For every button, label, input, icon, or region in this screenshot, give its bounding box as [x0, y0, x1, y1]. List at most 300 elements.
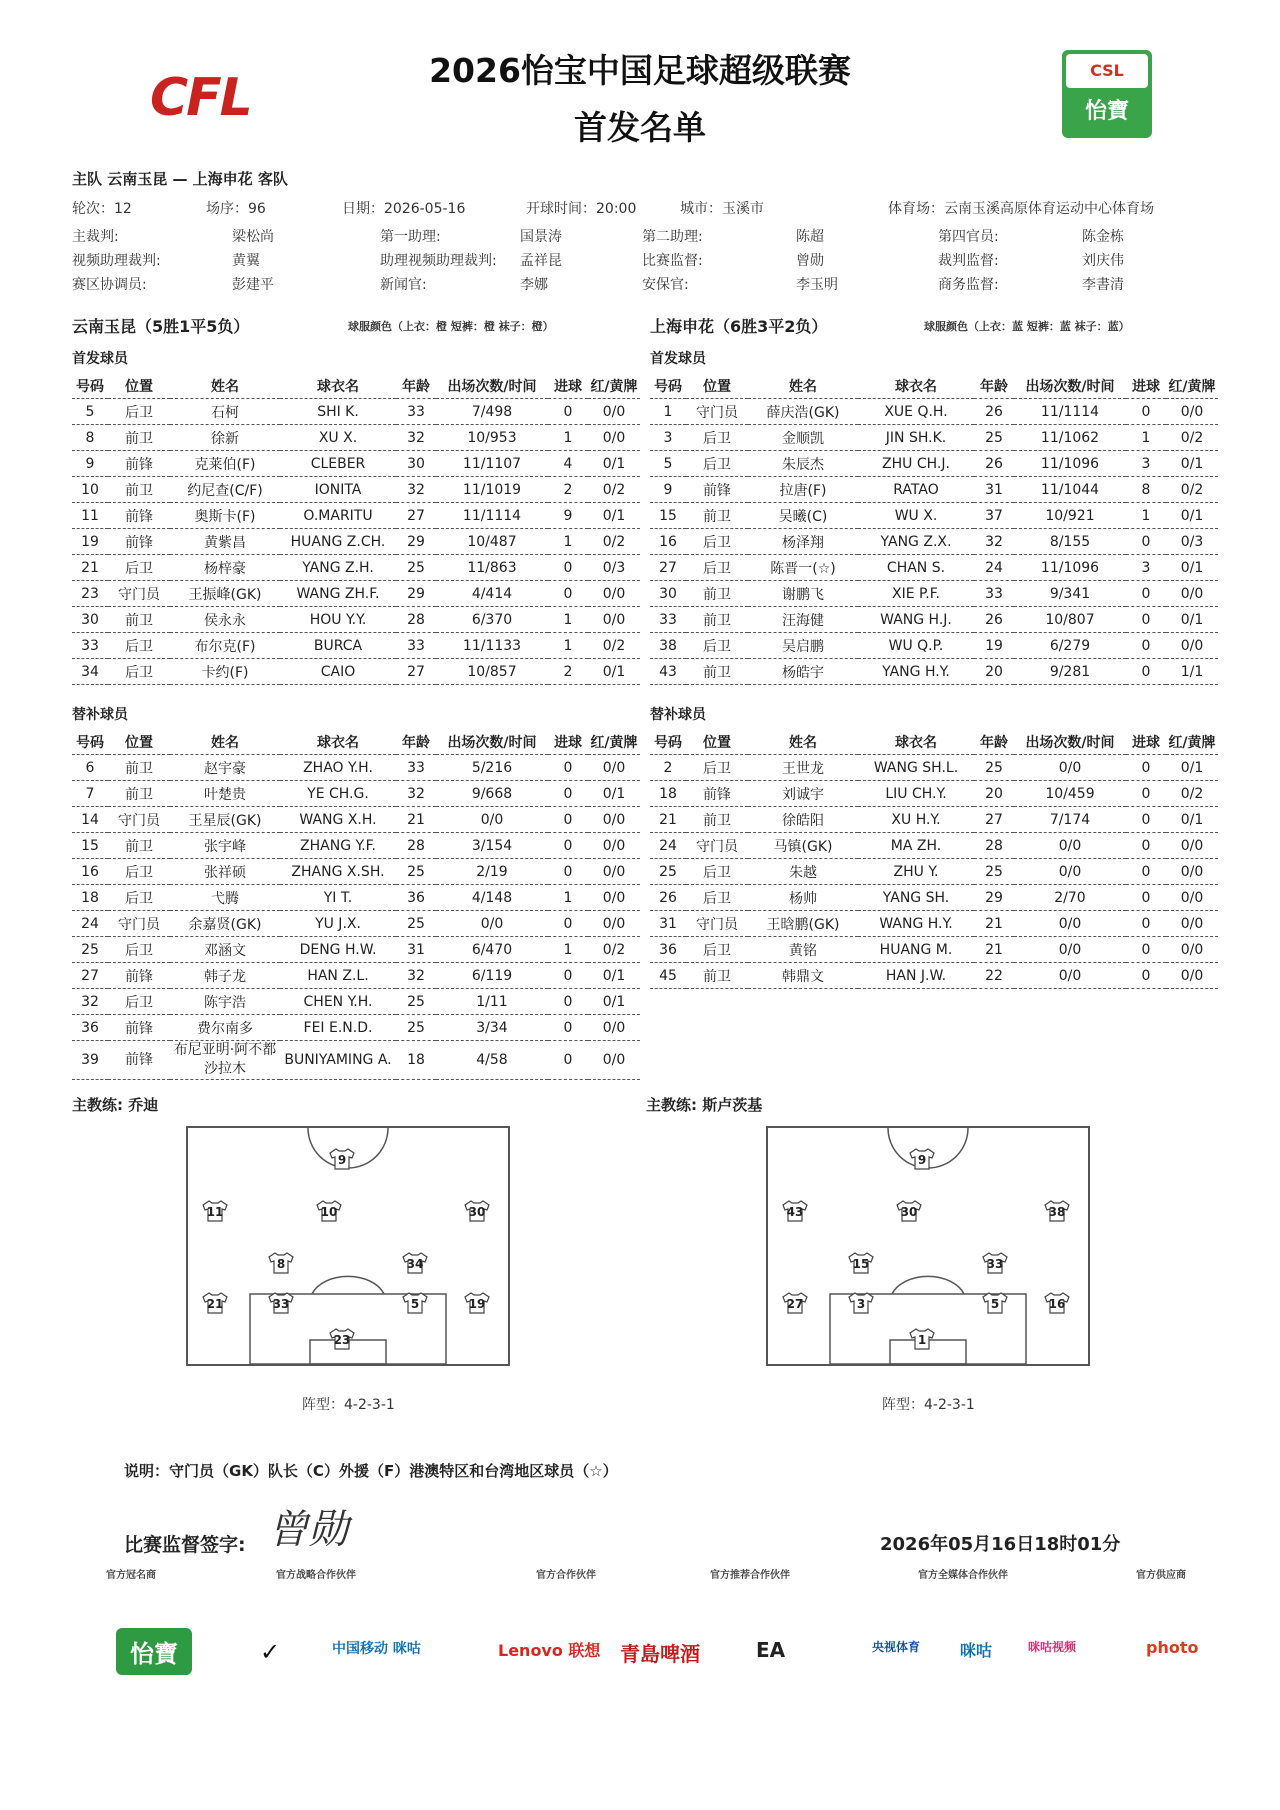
column-header: 号码	[650, 374, 686, 399]
table-header-row	[72, 374, 640, 399]
table-cell: 0/1	[588, 451, 640, 477]
table-cell: YANG H.Y.	[858, 659, 974, 685]
table-cell: 29	[396, 529, 436, 555]
table-cell: 谢鹏飞	[748, 581, 858, 607]
player-shirt-icon	[982, 1292, 1008, 1314]
sponsor-logo: photo	[1146, 1638, 1199, 1657]
table-cell: 弋腾	[170, 885, 280, 911]
table-cell: 约尼查(C/F)	[170, 477, 280, 503]
table-cell: 薛庆浩(GK)	[748, 399, 858, 425]
table-cell: 2	[548, 659, 588, 685]
table-cell: 吴曦(C)	[748, 503, 858, 529]
table-row	[650, 885, 1218, 911]
table-cell: 25	[974, 859, 1014, 885]
table-cell: 5	[650, 451, 686, 477]
table-row	[72, 633, 640, 659]
player-shirt-number: 5	[410, 1297, 420, 1311]
table-cell: 朱越	[748, 859, 858, 885]
table-cell: 0	[548, 989, 588, 1015]
table-row	[72, 963, 640, 989]
column-header: 红/黄牌	[1166, 730, 1218, 755]
official-role: 第二助理:	[642, 229, 703, 245]
column-header: 位置	[686, 730, 748, 755]
table-cell: 4/148	[436, 885, 548, 911]
column-header: 进球	[1126, 374, 1166, 399]
match-date: 日期：2026-05-16	[342, 201, 466, 217]
table-cell: CLEBER	[280, 451, 396, 477]
table-cell: YE CH.G.	[280, 781, 396, 807]
table-cell: 费尔南多	[170, 1015, 280, 1041]
table-cell: 0	[548, 581, 588, 607]
table-cell: 前卫	[108, 477, 170, 503]
table-cell: 21	[72, 555, 108, 581]
table-cell: 张祥硕	[170, 859, 280, 885]
table-cell: 0	[548, 911, 588, 937]
column-header: 号码	[650, 730, 686, 755]
player-shirt-icon	[268, 1252, 294, 1274]
official-role: 助理视频助理裁判:	[380, 253, 497, 269]
table-cell: 0/2	[1166, 781, 1218, 807]
home-subs-table	[72, 730, 640, 1080]
table-row	[72, 581, 640, 607]
table-cell: 0	[1126, 529, 1166, 555]
table-cell: 0/0	[1014, 859, 1126, 885]
player-shirt-icon	[1044, 1292, 1070, 1314]
table-cell: 奥斯卡(F)	[170, 503, 280, 529]
table-cell: 11/1019	[436, 477, 548, 503]
table-cell: 前卫	[686, 503, 748, 529]
table-cell: 王星辰(GK)	[170, 807, 280, 833]
table-cell: 7/498	[436, 399, 548, 425]
player-shirt-number: 10	[320, 1205, 338, 1219]
column-header: 位置	[108, 374, 170, 399]
table-cell: 24	[72, 911, 108, 937]
table-cell: 3/154	[436, 833, 548, 859]
table-cell: 马镇(GK)	[748, 833, 858, 859]
player-shirt-icon	[402, 1292, 428, 1314]
table-cell: 守门员	[108, 911, 170, 937]
table-cell: XU X.	[280, 425, 396, 451]
table-cell: 5/216	[436, 755, 548, 781]
table-cell: 30	[650, 581, 686, 607]
table-cell: YI T.	[280, 885, 396, 911]
table-cell: 18	[396, 1041, 436, 1080]
table-cell: 黄紫昌	[170, 529, 280, 555]
table-cell: 0/1	[588, 989, 640, 1015]
home-kit-colors: 球服颜色（上衣：橙 短裤：橙 袜子：橙）	[348, 320, 554, 333]
table-cell: 32	[974, 529, 1014, 555]
official-role: 第一助理:	[380, 229, 441, 245]
table-cell: 25	[396, 989, 436, 1015]
table-cell: 0/1	[1166, 555, 1218, 581]
column-header: 进球	[548, 374, 588, 399]
table-cell: 0/0	[1166, 399, 1218, 425]
player-shirt-number: 19	[468, 1297, 486, 1311]
sponsor-logo: Lenovo 联想	[498, 1641, 601, 1660]
table-cell: 33	[396, 633, 436, 659]
official-name: 梁松尚	[232, 229, 274, 245]
venue: 体育场：云南玉溪高原体育运动中心体育场	[888, 201, 1154, 217]
sponsor-logo: 央视体育	[872, 1640, 921, 1654]
table-cell: 30	[72, 607, 108, 633]
table-cell: 克莱伯(F)	[170, 451, 280, 477]
table-cell: 后卫	[108, 555, 170, 581]
official-role: 商务监督:	[938, 277, 999, 293]
table-cell: 1	[548, 529, 588, 555]
table-cell: 0/0	[1166, 963, 1218, 989]
table-cell: 守门员	[108, 581, 170, 607]
table-cell: 3	[1126, 555, 1166, 581]
table-cell: 0	[1126, 963, 1166, 989]
table-cell: 36	[396, 885, 436, 911]
csl-logo-top: CSL	[1066, 54, 1148, 88]
table-cell: 16	[650, 529, 686, 555]
table-cell: FEI E.N.D.	[280, 1015, 396, 1041]
table-cell: 1	[548, 937, 588, 963]
table-cell: 1/11	[436, 989, 548, 1015]
player-shirt-number: 9	[917, 1153, 927, 1167]
table-row	[650, 503, 1218, 529]
column-header: 年龄	[396, 374, 436, 399]
table-cell: 11/1096	[1014, 451, 1126, 477]
table-cell: WANG H.Y.	[858, 911, 974, 937]
table-cell: 前卫	[686, 659, 748, 685]
column-header: 进球	[548, 730, 588, 755]
table-row	[72, 555, 640, 581]
table-cell: 0	[1126, 633, 1166, 659]
table-row	[650, 937, 1218, 963]
table-cell: LIU CH.Y.	[858, 781, 974, 807]
player-shirt-icon	[848, 1292, 874, 1314]
table-cell: 0/0	[1166, 911, 1218, 937]
table-cell: 2/19	[436, 859, 548, 885]
table-cell: 布尔克(F)	[170, 633, 280, 659]
table-cell: 黄铭	[748, 937, 858, 963]
table-cell: 5	[72, 399, 108, 425]
table-cell: 后卫	[686, 529, 748, 555]
player-shirt-icon	[782, 1200, 808, 1222]
table-cell: 0/0	[1014, 937, 1126, 963]
home-starters-label: 首发球员	[72, 351, 128, 367]
player-shirt-icon	[329, 1328, 355, 1350]
table-row	[650, 581, 1218, 607]
player-shirt-icon	[848, 1252, 874, 1274]
table-cell: 0/1	[1166, 607, 1218, 633]
player-shirt-number: 11	[206, 1205, 224, 1219]
player-shirt-number: 5	[990, 1297, 1000, 1311]
table-cell: 25	[974, 755, 1014, 781]
player-shirt-icon	[268, 1292, 294, 1314]
table-cell: 前锋	[108, 963, 170, 989]
player-shirt-number: 30	[468, 1205, 486, 1219]
cfl-logo: CFL	[150, 68, 251, 128]
table-cell: 韩子龙	[170, 963, 280, 989]
table-cell: 32	[396, 425, 436, 451]
table-cell: 0/0	[436, 911, 548, 937]
column-header: 号码	[72, 730, 108, 755]
away-coach: 主教练: 斯卢茨基	[646, 1096, 763, 1114]
table-cell: 0	[1126, 607, 1166, 633]
table-cell: 15	[650, 503, 686, 529]
table-cell: ZHANG X.SH.	[280, 859, 396, 885]
table-header-row	[650, 374, 1218, 399]
table-cell: 11/1096	[1014, 555, 1126, 581]
table-cell: 杨皓宇	[748, 659, 858, 685]
table-cell: 卡约(F)	[170, 659, 280, 685]
table-cell: 1	[650, 399, 686, 425]
table-cell: 0/1	[1166, 503, 1218, 529]
table-cell: YANG Z.H.	[280, 555, 396, 581]
table-cell: 4/58	[436, 1041, 548, 1080]
table-cell: 0	[1126, 807, 1166, 833]
official-role: 安保官:	[642, 277, 689, 293]
table-cell: 邓涵文	[170, 937, 280, 963]
table-cell: 王振峰(GK)	[170, 581, 280, 607]
table-cell: 15	[72, 833, 108, 859]
table-cell: 22	[974, 963, 1014, 989]
table-cell: 前卫	[108, 833, 170, 859]
sponsor-logos	[110, 1624, 1230, 1684]
table-cell: 陈晋一(☆)	[748, 555, 858, 581]
match-number: 场序：96	[206, 201, 266, 217]
table-cell: 7	[72, 781, 108, 807]
table-cell: 10/487	[436, 529, 548, 555]
table-cell: 21	[974, 911, 1014, 937]
player-shirt-number: 30	[900, 1205, 918, 1219]
table-cell: 1	[548, 885, 588, 911]
player-shirt-number: 34	[406, 1257, 424, 1271]
table-cell: 30	[396, 451, 436, 477]
table-row	[650, 659, 1218, 685]
player-shirt-number: 43	[786, 1205, 804, 1219]
table-cell: 33	[396, 755, 436, 781]
table-cell: 1	[548, 633, 588, 659]
table-cell: 26	[974, 399, 1014, 425]
official-name: 陈超	[796, 229, 824, 245]
table-cell: 27	[396, 503, 436, 529]
table-cell: ZHANG Y.F.	[280, 833, 396, 859]
table-cell: 34	[72, 659, 108, 685]
table-cell: 11/1044	[1014, 477, 1126, 503]
official-role: 视频助理裁判:	[72, 253, 161, 269]
match-line: 主队 云南玉昆 — 上海申花 客队	[72, 170, 288, 188]
table-row	[72, 451, 640, 477]
table-cell: ZHAO Y.H.	[280, 755, 396, 781]
column-header: 球衣名	[858, 730, 974, 755]
sponsor-logo: 中国移动 咪咕	[332, 1641, 421, 1657]
table-cell: 0	[1126, 755, 1166, 781]
table-cell: 3/34	[436, 1015, 548, 1041]
sponsor-category-label: 官方战略合作伙伴	[276, 1570, 356, 1581]
table-row	[72, 937, 640, 963]
table-cell: 朱辰杰	[748, 451, 858, 477]
table-cell: 守门员	[686, 399, 748, 425]
player-shirt-number: 21	[206, 1297, 224, 1311]
sponsor-category-label: 官方推荐合作伙伴	[710, 1570, 790, 1581]
table-cell: HOU Y.Y.	[280, 607, 396, 633]
table-cell: 徐皓阳	[748, 807, 858, 833]
table-cell: 0	[548, 833, 588, 859]
table-cell: 19	[72, 529, 108, 555]
table-cell: 0/2	[588, 937, 640, 963]
sponsor-category-label: 官方供应商	[1136, 1570, 1186, 1581]
table-cell: 27	[396, 659, 436, 685]
table-row	[650, 425, 1218, 451]
table-cell: 9	[548, 503, 588, 529]
table-cell: 25	[396, 911, 436, 937]
player-shirt-icon	[1044, 1200, 1070, 1222]
table-cell: ZHU Y.	[858, 859, 974, 885]
round: 轮次：12	[72, 201, 132, 217]
official-role: 赛区协调员:	[72, 277, 147, 293]
away-subs-table	[650, 730, 1218, 989]
table-cell: 25	[650, 859, 686, 885]
table-cell: 9	[72, 451, 108, 477]
table-cell: 27	[974, 807, 1014, 833]
table-cell: 2/70	[1014, 885, 1126, 911]
table-cell: 0/0	[588, 607, 640, 633]
table-cell: 10/857	[436, 659, 548, 685]
table-cell: 36	[650, 937, 686, 963]
table-cell: 1	[1126, 425, 1166, 451]
table-cell: 6/279	[1014, 633, 1126, 659]
column-header: 出场次数/时间	[1014, 730, 1126, 755]
table-cell: 28	[396, 833, 436, 859]
table-cell: 11/1114	[1014, 399, 1126, 425]
table-row	[72, 425, 640, 451]
player-shirt-icon	[329, 1148, 355, 1170]
player-shirt-icon	[464, 1292, 490, 1314]
official-role: 新闻官:	[380, 277, 427, 293]
table-cell: 前锋	[108, 529, 170, 555]
table-cell: WANG H.J.	[858, 607, 974, 633]
table-cell: XU H.Y.	[858, 807, 974, 833]
table-cell: 拉唐(F)	[748, 477, 858, 503]
table-cell: YANG SH.	[858, 885, 974, 911]
column-header: 红/黄牌	[588, 374, 640, 399]
table-cell: 刘诚宇	[748, 781, 858, 807]
table-cell: 26	[974, 607, 1014, 633]
table-cell: YU J.X.	[280, 911, 396, 937]
table-cell: 33	[396, 399, 436, 425]
table-cell: 25	[974, 425, 1014, 451]
table-cell: 7/174	[1014, 807, 1126, 833]
table-cell: 24	[974, 555, 1014, 581]
table-row	[650, 529, 1218, 555]
table-cell: 9/341	[1014, 581, 1126, 607]
sponsor-category-label: 官方合作伙伴	[536, 1570, 596, 1581]
table-row	[650, 399, 1218, 425]
table-cell: 前锋	[108, 503, 170, 529]
official-name: 李娜	[520, 277, 548, 293]
table-cell: 0	[548, 963, 588, 989]
table-cell: 0/1	[588, 503, 640, 529]
table-cell: 0	[548, 755, 588, 781]
table-cell: 守门员	[108, 807, 170, 833]
table-cell: JIN SH.K.	[858, 425, 974, 451]
table-cell: 27	[72, 963, 108, 989]
table-row	[650, 607, 1218, 633]
table-cell: 后卫	[686, 755, 748, 781]
table-cell: 20	[974, 781, 1014, 807]
table-cell: 1	[1126, 503, 1166, 529]
table-cell: 前卫	[108, 781, 170, 807]
player-shirt-icon	[909, 1328, 935, 1350]
table-cell: 0/1	[588, 963, 640, 989]
column-header: 出场次数/时间	[436, 730, 548, 755]
table-cell: 0	[1126, 781, 1166, 807]
table-cell: WANG ZH.F.	[280, 581, 396, 607]
column-header: 球衣名	[280, 730, 396, 755]
away-starters-label: 首发球员	[650, 351, 706, 367]
table-cell: 守门员	[686, 911, 748, 937]
table-cell: 0/0	[1014, 911, 1126, 937]
table-cell: 0/2	[588, 633, 640, 659]
table-row	[72, 989, 640, 1015]
column-header: 姓名	[748, 730, 858, 755]
table-cell: 0/3	[588, 555, 640, 581]
table-cell: 0/0	[588, 425, 640, 451]
table-cell: 0	[1126, 399, 1166, 425]
table-cell: RATAO	[858, 477, 974, 503]
table-row	[72, 781, 640, 807]
official-role: 主裁判:	[72, 229, 119, 245]
table-row	[650, 633, 1218, 659]
table-cell: 10/921	[1014, 503, 1126, 529]
table-cell: 11	[72, 503, 108, 529]
table-cell: 0	[548, 399, 588, 425]
table-cell: 0	[548, 807, 588, 833]
column-header: 球衣名	[280, 374, 396, 399]
table-cell: 后卫	[686, 885, 748, 911]
table-cell: 2	[650, 755, 686, 781]
table-row	[650, 781, 1218, 807]
table-cell: CHEN Y.H.	[280, 989, 396, 1015]
official-name: 黄翼	[232, 253, 260, 269]
table-cell: 后卫	[686, 859, 748, 885]
table-cell: WU Q.P.	[858, 633, 974, 659]
table-cell: 6/370	[436, 607, 548, 633]
sponsor-logo: 咪咕	[960, 1641, 993, 1660]
column-header: 位置	[108, 730, 170, 755]
table-row	[72, 1041, 640, 1080]
table-cell: 28	[396, 607, 436, 633]
official-name: 李玉明	[796, 277, 838, 293]
table-cell: WANG SH.L.	[858, 755, 974, 781]
table-row	[650, 963, 1218, 989]
table-cell: 31	[650, 911, 686, 937]
table-cell: 0/0	[1166, 859, 1218, 885]
table-cell: 32	[396, 963, 436, 989]
table-row	[650, 807, 1218, 833]
player-shirt-icon	[202, 1200, 228, 1222]
table-cell: 后卫	[686, 425, 748, 451]
column-header: 出场次数/时间	[436, 374, 548, 399]
table-cell: 37	[974, 503, 1014, 529]
table-cell: 0	[1126, 581, 1166, 607]
table-cell: 后卫	[108, 659, 170, 685]
table-cell: 余嘉贤(GK)	[170, 911, 280, 937]
table-cell: 10/807	[1014, 607, 1126, 633]
column-header: 年龄	[396, 730, 436, 755]
column-header: 姓名	[748, 374, 858, 399]
table-cell: 后卫	[108, 989, 170, 1015]
csl-logo-bottom: 怡寶	[1084, 99, 1129, 124]
table-cell: 0	[548, 859, 588, 885]
column-header: 号码	[72, 374, 108, 399]
player-shirt-icon	[896, 1200, 922, 1222]
table-cell: 0/1	[588, 659, 640, 685]
